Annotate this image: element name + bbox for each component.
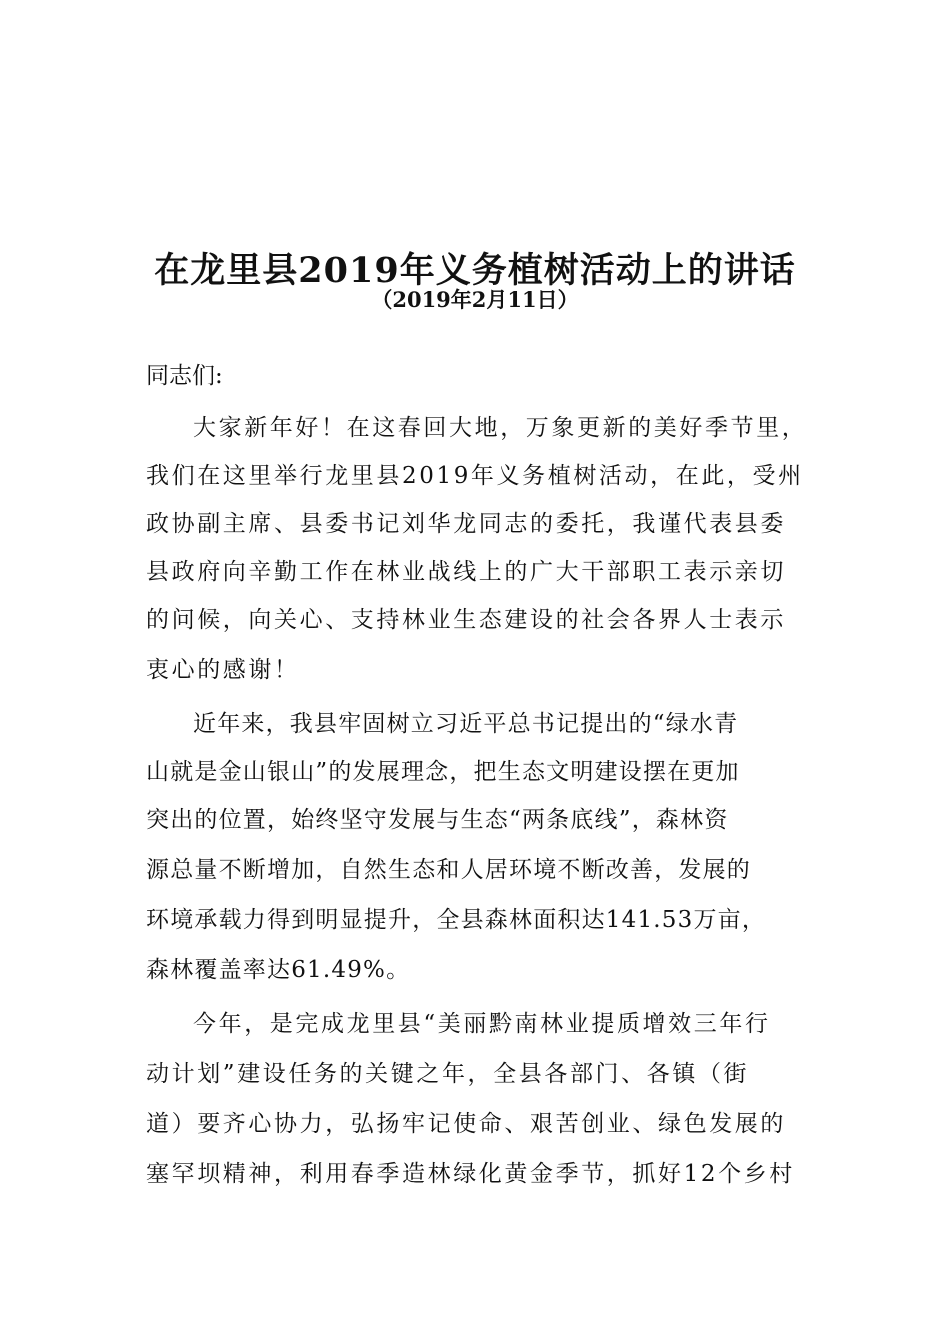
paragraph-3-line-4: 塞罕坝精神，利用春季造林绿化黄金季节，抓好12个乡村 [146, 1161, 795, 1187]
speech-date: （2019年2月11日） [371, 287, 579, 312]
speech-title: 在龙里县2019年义务植树活动上的讲话 [154, 250, 796, 292]
salutation: 同志们: [146, 363, 223, 389]
paragraph-2-line-3: 突出的位置，始终坚守发展与生态“两条底线”，森林资 [146, 807, 729, 833]
paragraph-2-line-6: 森林覆盖率达61.49%。 [146, 957, 411, 983]
paragraph-2-line-5: 环境承载力得到明显提升，全县森林面积达141.53万亩， [146, 907, 767, 933]
paragraph-3-line-2: 动计划”建设任务的关键之年，全县各部门、各镇（街 [146, 1061, 750, 1087]
paragraph-1-line-5: 的问候，向关心、支持林业生态建设的社会各界人士表示 [146, 607, 786, 633]
paragraph-1-line-2: 我们在这里举行龙里县2019年义务植树活动，在此，受州 [146, 463, 804, 489]
paragraph-3-line-3: 道）要齐心协力，弘扬牢记使命、艰苦创业、绿色发展的 [146, 1111, 786, 1137]
paragraph-1-line-3: 政协副主席、县委书记刘华龙同志的委托，我谨代表县委 [146, 511, 786, 537]
paragraph-1-line-6: 衷心的感谢！ [146, 657, 300, 683]
paragraph-2-line-1: 近年来，我县牢固树立习近平总书记提出的“绿水青 [193, 711, 739, 737]
paragraph-2-line-4: 源总量不断增加，自然生态和人居环境不断改善，发展的 [146, 857, 751, 883]
paragraph-1-line-1: 大家新年好！在这春回大地，万象更新的美好季节里， [193, 415, 808, 441]
paragraph-3-line-1: 今年，是完成龙里县“美丽黔南林业提质增效三年行 [193, 1011, 771, 1037]
paragraph-1-line-4: 县政府向辛勤工作在林业战线上的广大干部职工表示亲切 [146, 559, 786, 585]
paragraph-2-line-2: 山就是金山银山”的发展理念，把生态文明建设摆在更加 [146, 759, 740, 785]
